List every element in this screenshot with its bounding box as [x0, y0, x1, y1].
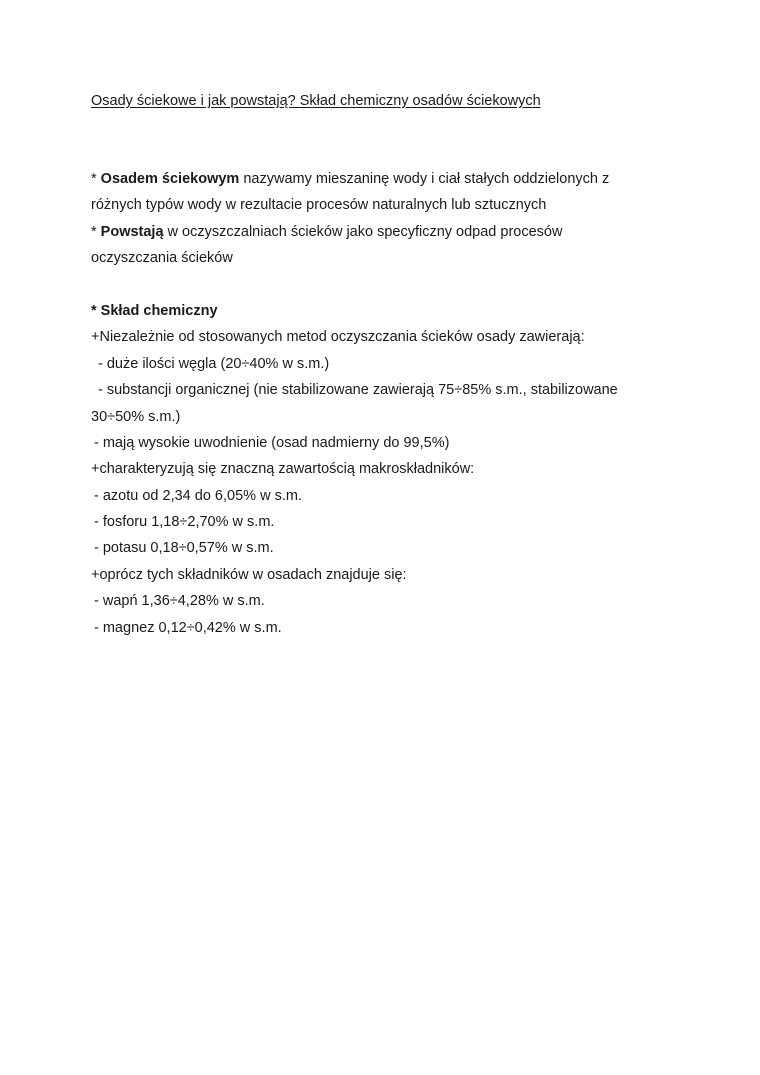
origin-text: w oczyszczalniach ścieków jako specyficzny odpad procesów [163, 223, 563, 240]
definition-bullet: * [91, 171, 101, 187]
origin-bullet: * [91, 223, 101, 240]
definition-text: nazywamy mieszaninę wody i ciał stałych oddzielonych z [239, 171, 610, 187]
paragraph-spacer [91, 272, 671, 298]
document-title: Osady ściekowe i jak powstają? Skład chemiczny osadów ściekowych [91, 93, 541, 109]
list-item-organic-cont: 30÷50% s.m.) [91, 408, 181, 425]
document-body [91, 166, 671, 641]
origin-line-2: oczyszczania ścieków [91, 250, 233, 267]
list-item-calcium: - wapń 1,36÷4,28% w s.m. [94, 593, 265, 610]
list-item-organic: - substancji organicznej (nie stabilizowane zawierają 75÷85% s.m., stabilizowane [98, 382, 618, 399]
macro-intro: +charakteryzują się znaczną zawartością makroskładników: [91, 461, 475, 478]
list-item-nitrogen: - azotu od 2,34 do 6,05% w s.m. [94, 487, 302, 504]
composition-heading [91, 298, 671, 324]
list-item-phosphorus: - fosforu 1,18÷2,70% w s.m. [94, 514, 275, 531]
definition-line-1 [91, 166, 671, 192]
composition-intro: +Niezależnie od stosowanych metod oczyszczania ścieków osady zawierają: [91, 329, 585, 346]
origin-term: Powstają [100, 223, 164, 240]
definition-term: Osadem ściekowym [100, 171, 240, 187]
list-item-water: - mają wysokie uwodnienie (osad nadmierny do 99,5%) [94, 434, 450, 451]
composition-heading-text: Skład chemiczny [100, 302, 218, 319]
list-item-potassium: - potasu 0,18÷0,57% w s.m. [94, 540, 274, 557]
list-item-carbon: - duże ilości węgla (20÷40% w s.m.) [98, 355, 330, 372]
other-intro: +oprócz tych składników w osadach znajduje się: [91, 566, 407, 583]
definition-line-2: różnych typów wody w rezultacie procesów naturalnych lub sztucznych [91, 197, 547, 214]
composition-heading-bullet: * [91, 302, 101, 319]
origin-line-1 [91, 219, 671, 245]
list-item-magnesium: - magnez 0,12÷0,42% w s.m. [94, 619, 282, 636]
